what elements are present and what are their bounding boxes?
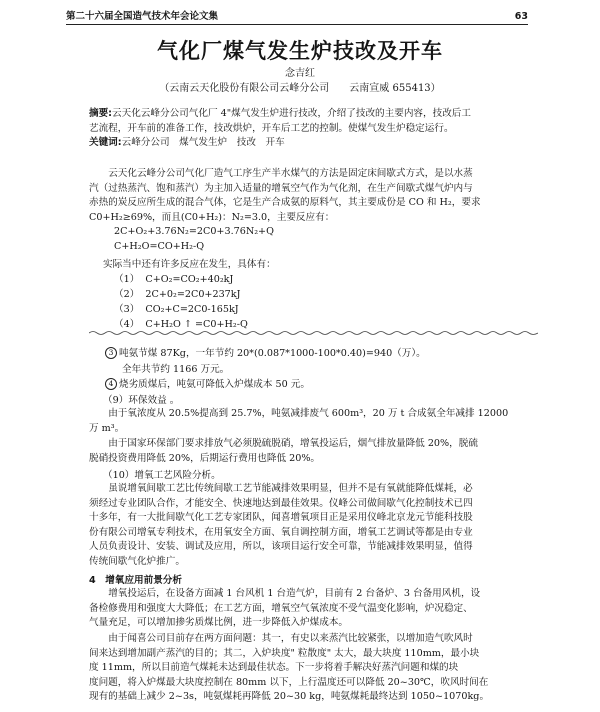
reaction-number: （4）: [114, 319, 140, 330]
savings-item-4: [105, 376, 310, 390]
keywords-label: 关键词:: [89, 137, 122, 148]
savings-line: 吨氨节煤 87Kg，一年节约 20*(0.087*1000-100*0.40)=940（万）。: [119, 348, 426, 359]
section-4-paragraph-2: [89, 632, 538, 705]
page-tear-divider: [89, 329, 538, 337]
reaction-number: （3）: [114, 304, 140, 315]
abstract-line: 艺流程，开车前的准备工作，技改烘炉，开车后工艺的控制。使煤气发生炉稳定运行。: [89, 122, 454, 134]
reaction-equation: CO₂+C=2C0-165kJ: [145, 304, 239, 315]
text-line: 间来达到增加副产蒸汽的目的；其二，入炉块度" 粒散度" 太大，最大块度 110mm，最小块: [89, 647, 480, 659]
reaction-row: [114, 301, 239, 315]
text-line: 赤热的炭反应所生成的混合气体，它是生产合成氨的原料气，其主要成份是 CO 和 H₂，要求: [89, 197, 481, 208]
text-line: 汽（过热蒸汽、饱和蒸汽）为主加入适量的增氧空气作为气化剂，在生产间歇式煤气炉内与: [89, 182, 473, 194]
text-line: 增氧投运后，在设备方面减 1 台风机 1 台造气炉，目前有 2 台备炉、3 台备用风机，设: [108, 588, 481, 599]
section-4-paragraph-1: [89, 587, 538, 631]
paper-title: 气化厂煤气发生炉技改及开车: [157, 39, 443, 63]
abstract-label: 摘要:: [89, 108, 113, 119]
circled-number: 4: [105, 378, 117, 390]
reaction-equation: C+O₂=CO₂+40₂kJ: [145, 274, 234, 285]
text-line: 万 m³。: [89, 422, 125, 434]
intro-paragraph: [89, 167, 538, 225]
text-line: 由于闻喜公司目前存在两方面问题：其一，有史以来蒸汽比较紧张，以增加造气吹风时: [108, 633, 473, 644]
author-name: 念吉红: [285, 68, 315, 79]
text-line: 脱硝投资费用降低 20%，后期运行费用也降低 20%。: [89, 452, 321, 464]
reaction-number: （2）: [114, 289, 140, 300]
item-10-heading: （10）增氧工艺风险分析。: [103, 470, 221, 481]
keywords-text: 云峰分公司 煤气发生炉 技改 开车: [121, 137, 285, 148]
text-line: 份有限公司增氧专利技术，在用氧安全方面、氧自调控制方面，增氧工艺调试等都是由专业: [89, 526, 473, 538]
reaction-equation: C+H₂O ↑ =C0+H₂-Q: [145, 319, 248, 330]
reaction-row: [114, 286, 240, 300]
reactions-intro: 实际当中还有许多反应在发生，具体有：: [103, 259, 276, 270]
reaction-row: [114, 316, 248, 330]
text-line: 气量充足，可以增加掺劣质煤比例，进一步降低入炉煤成本。: [89, 617, 349, 628]
savings-total: 全年共节约 1166 万元。: [122, 364, 230, 375]
equation-main-2: C+H₂O=CO+H₂-Q: [114, 241, 205, 252]
text-line: 十多年，有一大批间歇气化工艺专家团队，闻喜增氧项目正是采用仪峰北京龙元节能科技股: [89, 512, 473, 523]
equation-main-1: 2C+O₂+3.76N₂=2C0+3.76N₂+Q: [114, 226, 274, 237]
risk-paragraph: [89, 482, 538, 569]
running-header: [66, 4, 528, 25]
savings-item-3: [105, 345, 426, 359]
text-line: C0+H₂≥69%，而且(C0+H₂)：N₂=3.0，主要反应有：: [89, 211, 335, 223]
env-paragraph: [89, 407, 538, 436]
savings-line: 烧劣质煤后，吨氨可降低入炉煤成本 50 元。: [119, 379, 310, 390]
abstract-line: 云天化云峰分公司气化厂 4"煤气发生炉进行技改，介绍了技改的主要内容，技改后工: [112, 108, 471, 119]
text-line: 备检修费用和强度大大降低；在工艺方面，增氧空气氧浓度不受气温变化影响，炉况稳定、: [89, 602, 473, 614]
text-line: 传统间歇气化炉推广。: [89, 555, 185, 567]
circled-number: 3: [105, 347, 117, 359]
text-line: 由于氧浓度从 20.5%提高到 25.7%，吨氨减排废气 600m³，20 万 t 合成氨全年减排 12000: [108, 408, 509, 419]
section-4-heading: 4 增氧应用前景分析: [89, 575, 183, 586]
reaction-number: （1）: [114, 274, 140, 285]
text-line: 由于国家环保部门要求排放气必须脱硫脱硝，增氧投运后，烟气排放量降低 20%，脱硫: [108, 438, 478, 449]
abstract: [89, 107, 538, 151]
reaction-row: [114, 271, 233, 285]
affiliation: （云南云天化股份有限公司云峰分公司 云南宣威 655413）: [159, 83, 441, 94]
text-line: 云天化云峰分公司气化厂造气工序生产半水煤气的方法是固定床间歇式方式，是以水蒸: [108, 168, 473, 179]
env-paragraph-2: [89, 437, 538, 466]
item-9-heading: （9）环保效益 。: [103, 395, 180, 406]
text-line: 度 11mm，所以目前造气煤耗未达到最佳状态。下一步将着手解决好蒸汽问题和煤的块: [89, 662, 459, 673]
text-line: 虽说增氧间歇工艺比传统间歇工艺节能减排效果明显，但并不是有氧就能降低煤耗，必: [108, 483, 473, 494]
journal-name: 第二十六届全国造气技术年会论文集: [66, 11, 219, 22]
text-line: 须经过专业团队合作，才能安全、快速地达到最佳效果。仪峰公司做间歇气化控制技术已四: [89, 497, 473, 509]
text-line: 度问题，将入炉煤最大块度控制在 80mm 以下，上行温度还可以降低 20~30℃，吹风时间在: [89, 676, 489, 688]
text-line: 人员负责设计、安装、调试及应用，所以，该项目运行安全可靠，节能减排效果明显，值得: [89, 541, 473, 552]
page-number: 63: [514, 11, 528, 22]
reaction-equation: 2C+0₂=2C0+237kJ: [145, 289, 241, 300]
text-line: 现有的基础上减少 2~3s，吨氨煤耗再降低 20~30 kg，吨氨煤耗最终达到 1050~1070kg。: [89, 691, 490, 702]
